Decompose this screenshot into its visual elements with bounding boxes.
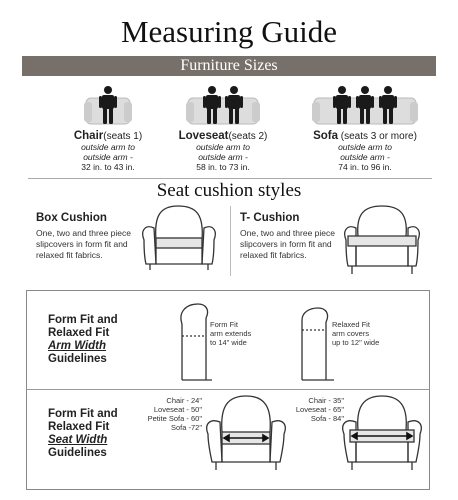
box-cushion-block bbox=[36, 212, 141, 261]
size-seats: (seats 1) bbox=[103, 131, 143, 142]
seat-width-label bbox=[48, 408, 118, 460]
arm-width-line2: Relaxed Fit bbox=[48, 327, 110, 339]
t-cushion-heading: T- Cushion bbox=[240, 212, 300, 224]
t-cushion-chair-illustration bbox=[340, 200, 424, 280]
size-range: 32 in. to 43 in. bbox=[81, 162, 135, 172]
form-fit-seat-chair-illustration bbox=[204, 392, 288, 476]
seat-width-line1: Form Fit and bbox=[48, 408, 118, 420]
size-desc: outside arm - bbox=[83, 152, 133, 162]
size-desc: outside arm to bbox=[338, 142, 392, 152]
seat-size-line: Sofa -72" bbox=[170, 423, 202, 432]
t-cushion-text: One, two and three piece slipcovers in form fit and relaxed fit fabrics. bbox=[240, 228, 335, 260]
size-desc: outside arm - bbox=[340, 152, 390, 162]
box-cushion-chair-illustration bbox=[138, 200, 220, 276]
size-chair bbox=[58, 84, 158, 173]
loveseat-with-people-icon bbox=[184, 84, 262, 126]
furniture-sizes-section bbox=[0, 84, 458, 184]
form-fit-arm-note bbox=[210, 320, 251, 347]
form-fit-seat-sizes bbox=[136, 396, 202, 432]
seat-width-line3: Seat Width bbox=[48, 434, 108, 446]
box-cushion-text: One, two and three piece slipcovers in form fit and relaxed fit fabrics. bbox=[36, 228, 131, 260]
size-sofa bbox=[300, 84, 430, 173]
seat-width-line4: Guidelines bbox=[48, 447, 107, 459]
t-cushion-block bbox=[240, 212, 345, 261]
note-line: arm extends bbox=[210, 329, 252, 338]
sofa-with-people-icon bbox=[310, 84, 420, 126]
box-cushion-heading: Box Cushion bbox=[36, 212, 107, 224]
arm-width-label bbox=[48, 314, 118, 366]
arm-width-line3: Arm Width bbox=[48, 340, 107, 352]
size-name: Sofa bbox=[313, 130, 338, 142]
size-range: 74 in. to 96 in. bbox=[338, 162, 392, 172]
relaxed-fit-seat-chair-illustration bbox=[340, 392, 424, 476]
guidelines-divider bbox=[26, 389, 430, 390]
arm-width-line1: Form Fit and bbox=[48, 314, 118, 326]
note-line: Relaxed Fit bbox=[332, 320, 370, 329]
relaxed-fit-seat-sizes bbox=[290, 396, 344, 423]
seat-size-line: Chair - 24" bbox=[166, 396, 202, 405]
cushion-styles-title: Seat cushion styles bbox=[156, 180, 302, 201]
styles-divider bbox=[230, 206, 231, 276]
page-title: Measuring Guide bbox=[120, 14, 338, 49]
divider bbox=[28, 178, 432, 179]
note-line: up to 12" wide bbox=[332, 338, 380, 347]
relaxed-fit-arm-note bbox=[332, 320, 379, 347]
note-line: to 14" wide bbox=[210, 338, 247, 347]
note-line: arm covers bbox=[332, 329, 370, 338]
size-range: 58 in. to 73 in. bbox=[196, 162, 250, 172]
size-seats: (seats 3 or more) bbox=[340, 131, 417, 142]
form-fit-arm-illustration bbox=[176, 296, 212, 384]
size-desc: outside arm to bbox=[81, 142, 135, 152]
size-loveseat bbox=[168, 84, 278, 173]
arm-width-line4: Guidelines bbox=[48, 353, 107, 365]
note-line: Form Fit bbox=[210, 320, 238, 329]
size-seats: (seats 2) bbox=[228, 131, 268, 142]
furniture-sizes-bar: Furniture Sizes bbox=[22, 56, 436, 76]
size-desc: outside arm to bbox=[196, 142, 250, 152]
size-name: Loveseat bbox=[178, 130, 229, 142]
seat-size-line: Petite Sofa - 60" bbox=[147, 414, 202, 423]
size-name: Chair bbox=[73, 130, 104, 142]
chair-with-person-icon bbox=[82, 84, 134, 126]
size-desc: outside arm - bbox=[198, 152, 248, 162]
seat-size-line: Chair - 35" bbox=[308, 396, 344, 405]
seat-size-line: Loveseat - 50" bbox=[153, 405, 202, 414]
relaxed-fit-arm-illustration bbox=[298, 304, 334, 384]
seat-width-line2: Relaxed Fit bbox=[48, 421, 110, 433]
seat-size-line: Loveseat - 65" bbox=[295, 405, 344, 414]
seat-size-line: Sofa - 84" bbox=[310, 414, 344, 423]
